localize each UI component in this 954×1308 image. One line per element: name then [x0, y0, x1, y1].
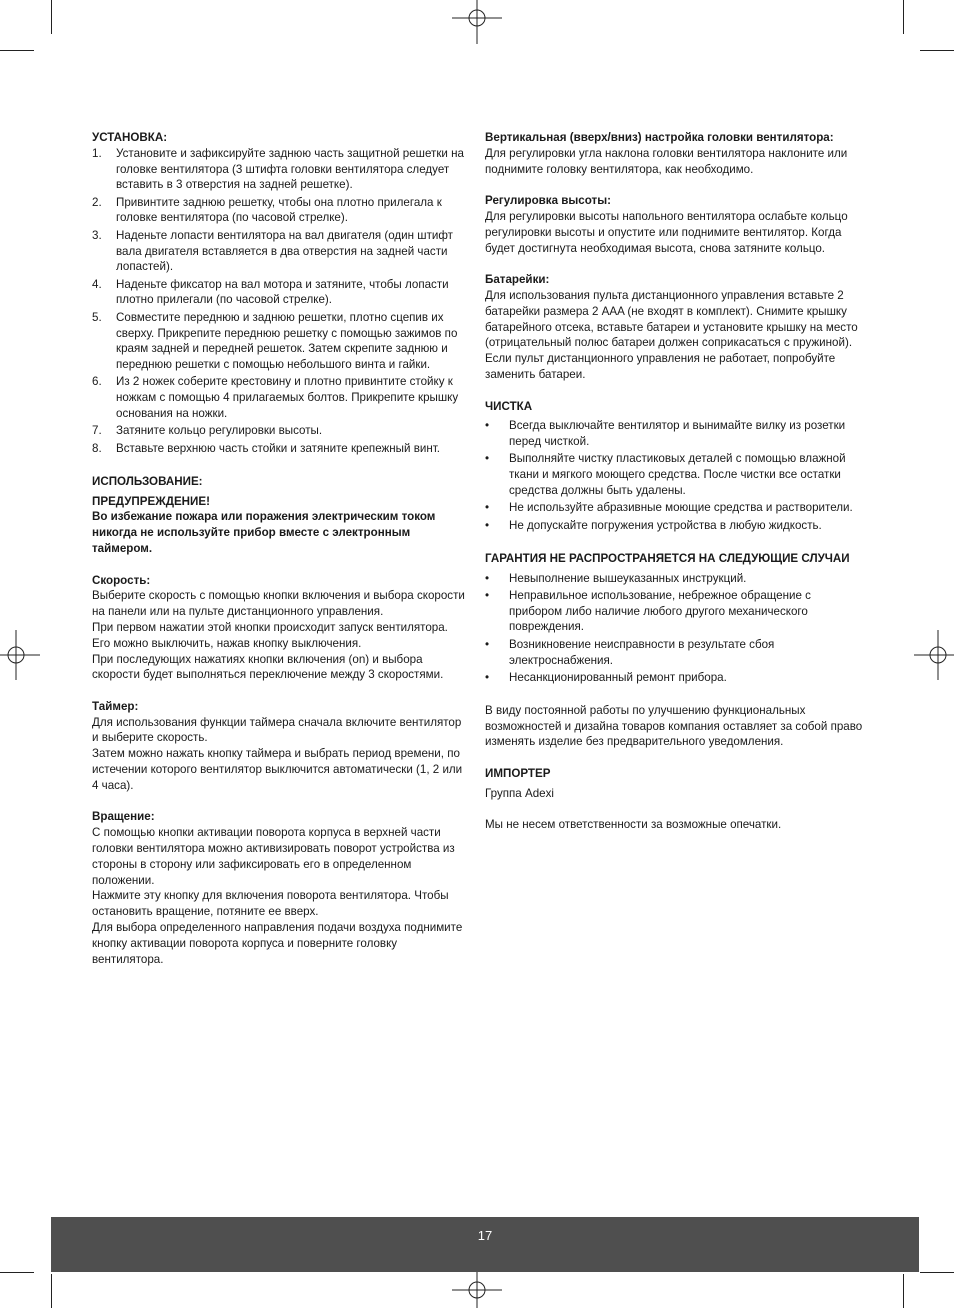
list-item — [92, 228, 470, 275]
rotation-heading: Вращение: — [92, 810, 155, 824]
step-number: 4. — [92, 277, 102, 291]
bullet: • — [485, 452, 490, 466]
list-item — [92, 195, 470, 227]
list-item — [92, 310, 470, 373]
registration-mark-right — [914, 630, 954, 680]
registration-mark-left — [0, 630, 40, 680]
bullet: • — [485, 637, 490, 651]
improvement-notice: В виду постоянной работы по улучшению функциональных возможностей и дизайна товаров компания оставляет за собой право изменять изделие без предварительного уведомления. — [485, 703, 863, 749]
bullet: • — [485, 419, 490, 433]
step-number: 8. — [92, 441, 102, 455]
speed-paragraph: Выберите скорость с помощью кнопки включения и выбора скорости на панели или на пульте дистанционного управления. — [92, 589, 465, 619]
list-item — [92, 146, 470, 193]
timer-heading: Таймер: — [92, 699, 139, 713]
list-item-text: Всегда выключайте вентилятор и вынимайте вилку из розетки перед чисткой. — [509, 419, 846, 449]
registration-mark-bottom — [452, 1270, 502, 1308]
list-item — [485, 588, 863, 635]
step-number: 6. — [92, 375, 102, 389]
height-paragraph: Для регулировки высоты напольного вентилятора ослабьте кольцо регулировки высоты и опустите или поднимите вентилятор. Когда будет достигнута необходимая высота, снова затяните кольцо. — [485, 209, 848, 255]
install-steps-list — [92, 146, 470, 457]
step-number: 5. — [92, 310, 102, 324]
misprint-disclaimer: Мы не несем ответственности за возможные опечатки. — [485, 818, 782, 832]
rotation-paragraph: С помощью кнопки активации поворота корпуса в верхней части головки вентилятора можно активизировать поворот устройства из стороны в сторону или зафиксировать его в определенном положении. — [92, 826, 455, 887]
rotation-paragraph: Нажмите эту кнопку для включения поворота вентилятора. Чтобы остановить вращение, потяните ее вверх. — [92, 889, 449, 919]
list-item-text: Выполняйте чистку пластиковых деталей с помощью влажной ткани и мягкого моющего средства. После чистки все остатки средства должны быть удалены. — [509, 452, 846, 498]
page-footer — [51, 1217, 919, 1272]
warning-text: Во избежание пожара или поражения электрическим током никогда не используйте прибор вместе с электронным таймером. — [92, 510, 436, 555]
page-number: 17 — [477, 1228, 493, 1243]
bullet: • — [485, 571, 490, 585]
list-item — [92, 374, 470, 421]
battery-heading: Батарейки: — [485, 273, 550, 287]
bullet: • — [485, 670, 490, 684]
warranty-list — [485, 571, 863, 686]
speed-paragraph: При первом нажатии этой кнопки происходит запуск вентилятора. — [92, 620, 448, 634]
list-item-text: Невыполнение вышеуказанных инструкций. — [509, 571, 747, 585]
list-item — [485, 451, 863, 498]
list-item-text: Несанкционированный ремонт прибора. — [509, 670, 727, 684]
cleaning-list — [485, 418, 863, 533]
battery-paragraph: Для использования пульта дистанционного управления вставьте 2 батарейки размера 2 AAA (не входят в комплект). Снимите крышку батарейного отсека, вставьте батареи и установите крышку на место (отрицательный полюс батареи должен соприкасаться с пружиной). — [485, 288, 858, 350]
speed-paragraph: При последующих нажатиях кнопки включения (on) и выбора скорости будет выполняться переключение между 3 скоростями. — [92, 652, 444, 682]
step-number: 1. — [92, 146, 102, 160]
warning-heading: ПРЕДУПРЕЖДЕНИЕ! — [92, 494, 210, 508]
speed-heading: Скорость: — [92, 573, 151, 587]
install-heading: УСТАНОВКА: — [92, 131, 168, 144]
bullet: • — [485, 501, 490, 515]
list-item-text: Неправильное использование, небрежное обращение с прибором либо наличие любого другого механического повреждения. — [509, 588, 811, 634]
registration-mark-top — [452, 0, 502, 44]
step-text: Привинтите заднюю решетку, чтобы она плотно прилегала к головке вентилятора (по часовой стрелке). — [116, 195, 442, 225]
timer-paragraph: Затем можно нажать кнопку таймера и выбрать период времени, по истечении которого вентилятор выключится автоматически (1, 2 или 4 часа). — [92, 747, 463, 792]
height-heading: Регулировка высоты: — [485, 194, 611, 208]
list-item — [485, 571, 863, 587]
list-item — [485, 418, 863, 450]
list-item — [92, 277, 470, 309]
step-text: Наденьте лопасти вентилятора на вал двигателя (один штифт вала двигателя вставляется в два отверстия на задней части лопастей). — [116, 228, 453, 274]
list-item — [485, 500, 863, 516]
list-item — [92, 423, 470, 439]
step-text: Из 2 ножек соберите крестовину и плотно привинтите стойку к ножкам с помощью 4 прилагаемых болтов. Прикрепите крышку основания на ножки. — [116, 375, 459, 421]
speed-paragraph: Его можно выключить, нажав кнопку выключения. — [92, 636, 362, 650]
cleaning-heading: ЧИСТКА — [485, 399, 533, 413]
step-text: Затяните кольцо регулировки высоты. — [116, 424, 323, 438]
list-item-text: Возникновение неисправности в результате сбоя электроснабжения. — [509, 637, 775, 667]
step-number: 3. — [92, 228, 102, 242]
list-item-text: Не используйте абразивные моющие средства и растворители. — [509, 501, 853, 515]
battery-paragraph: Если пульт дистанционного управления не работает, попробуйте заменить батареи. — [485, 352, 836, 381]
left-column — [92, 130, 470, 967]
bullet: • — [485, 518, 490, 532]
step-text: Наденьте фиксатор на вал мотора и затяните, чтобы лопасти плотно прилегали (по часовой стрелке). — [116, 277, 449, 307]
importer-name: Группа Adexi — [485, 786, 554, 800]
step-number: 7. — [92, 424, 102, 438]
warranty-heading: ГАРАНТИЯ НЕ РАСПРОСТРАНЯЕТСЯ НА СЛЕДУЮЩИЕ СЛУЧАИ — [485, 551, 850, 565]
list-item — [485, 637, 863, 669]
tilt-heading: Вертикальная (вверх/вниз) настройка головки вентилятора: — [485, 131, 834, 144]
tilt-paragraph: Для регулировки угла наклона головки вентилятора наклоните или поднимите головку вентилятора, как необходимо. — [485, 146, 848, 176]
use-heading: ИСПОЛЬЗОВАНИЕ: — [92, 474, 203, 488]
right-column — [485, 130, 863, 833]
step-text: Вставьте верхнюю часть стойки и затяните крепежный винт. — [116, 441, 440, 455]
list-item — [92, 441, 470, 457]
list-item — [485, 518, 863, 534]
step-number: 2. — [92, 195, 102, 209]
bullet: • — [485, 588, 490, 602]
list-item-text: Не допускайте погружения устройства в любую жидкость. — [509, 518, 822, 532]
timer-paragraph: Для использования функции таймера сначала включите вентилятор и выберите скорость. — [92, 715, 462, 745]
importer-heading: ИМПОРТЕР — [485, 767, 551, 781]
rotation-paragraph: Для выбора определенного направления подачи воздуха поднимите кнопку активации поворота корпуса и поверните головку вентилятора. — [92, 921, 463, 966]
list-item — [485, 670, 863, 686]
step-text: Совместите переднюю и заднюю решетки, плотно сцепив их сверху. Прикрепите переднюю решетку с помощью зажимов по краям задней и передней решеток. Затем скрепите заднюю и переднюю решетки с помощью небольшого винта и гайки. — [116, 310, 458, 372]
step-text: Установите и зафиксируйте заднюю часть защитной решетки на головке вентилятора (3 штифта головки вентилятора следует вставить в 3 отверстия на задней решетке). — [116, 146, 464, 192]
